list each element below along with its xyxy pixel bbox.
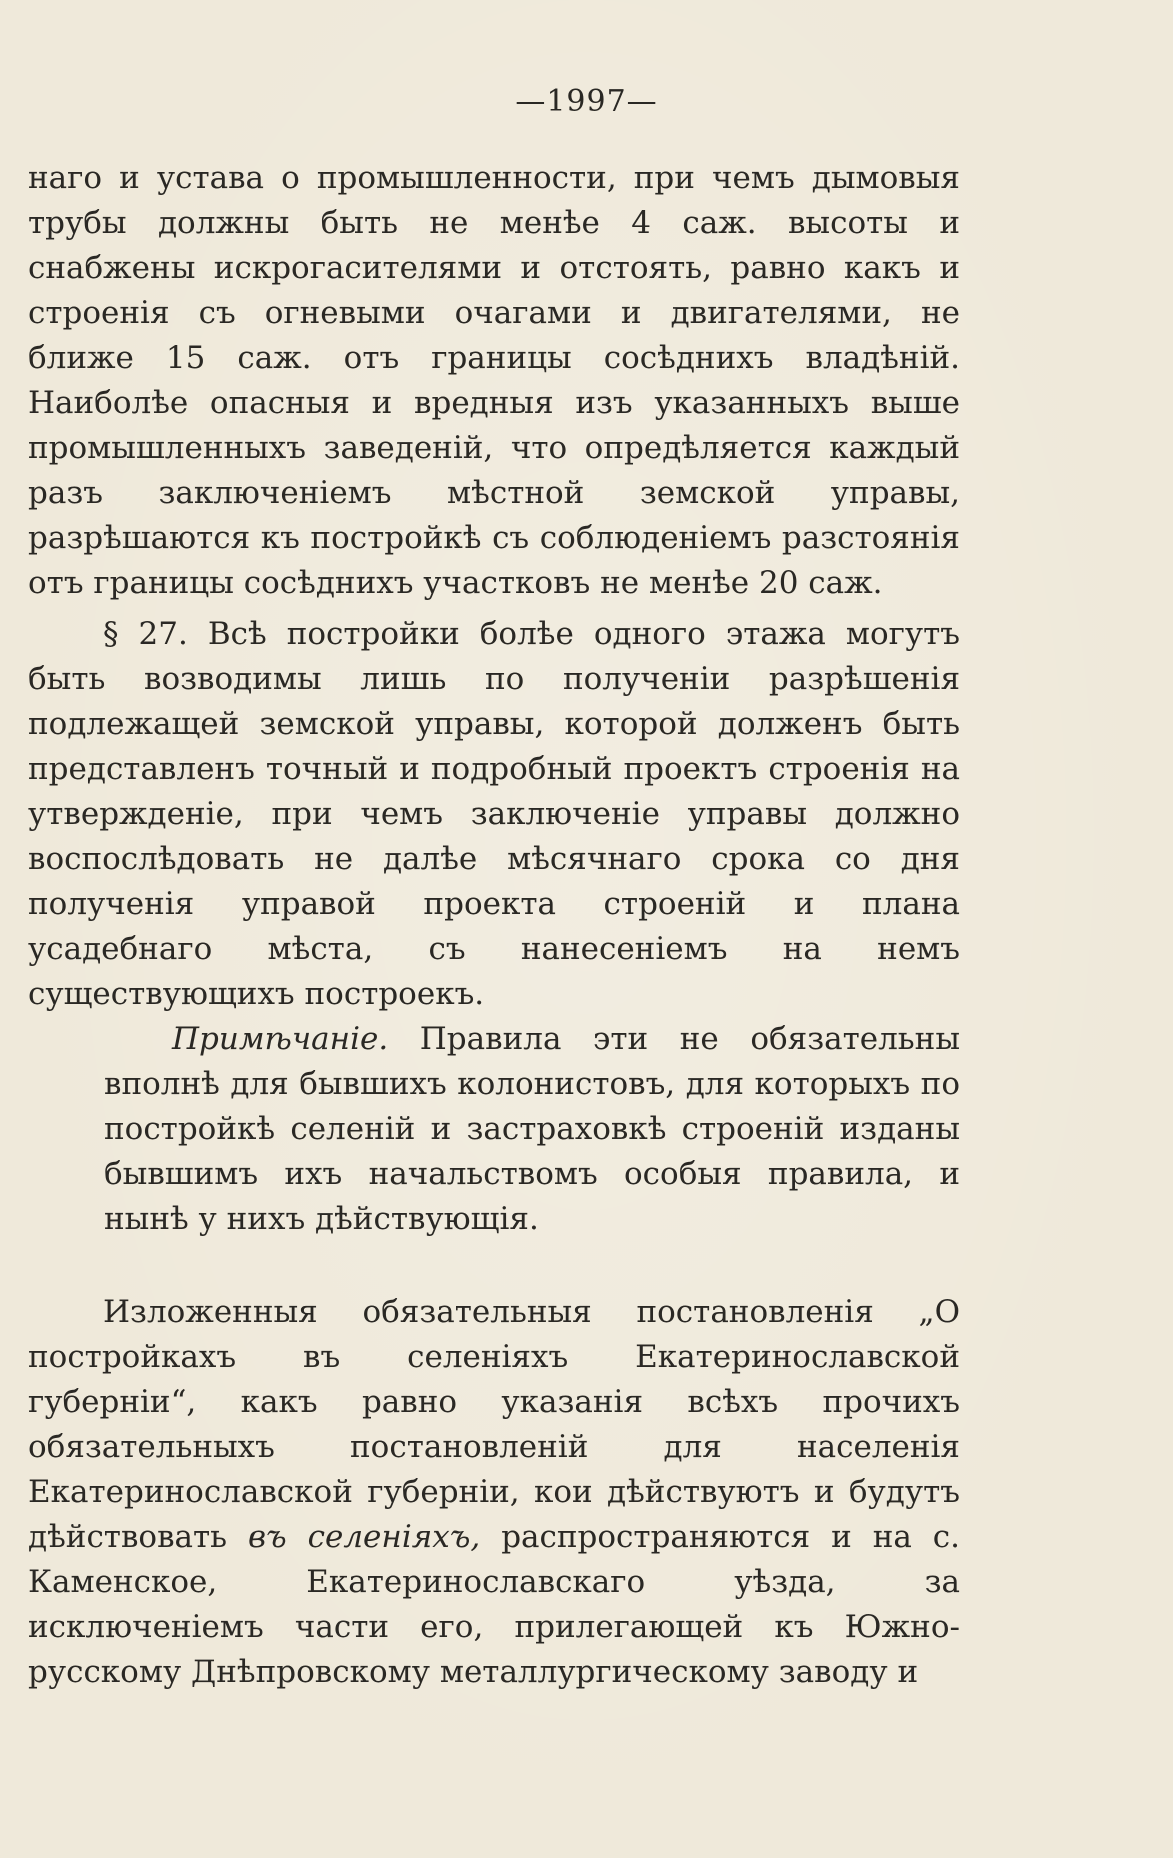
applicability-emphasis: въ селеніяхъ, [247, 1519, 481, 1555]
page-number: —1997— [515, 84, 658, 119]
paragraph-applicability [28, 1290, 960, 1695]
note-text: Правила эти не обязательны вполнѣ для бывшихъ колонистовъ, для которыхъ по постройкѣ селеній и застраховкѣ строеній изданы бывшимъ ихъ начальствомъ особыя правила, и нынѣ у нихъ дѣйствующія. [104, 1021, 960, 1237]
paragraph-section-27: § 27. Всѣ постройки болѣе одного этажа могутъ быть возводимы лишь по полученіи разрѣшенія подлежащей земской управы, которой долженъ быть представленъ точный и подробный проектъ строенія на утвержденіе, при чемъ заключеніе управы должно воспослѣдовать не далѣе мѣсячнаго срока со дня полученія управой проекта строеній и плана усадебнаго мѣста, съ нанесеніемъ на немъ существующихъ построекъ. [28, 616, 960, 1012]
paragraph-industry-rules: наго и устава о промышленности, при чемъ дымовыя трубы должны быть не менѣе 4 саж. высоты и снабжены искрогасителями и отстоять, равно какъ и строенія съ огневыми очагами и двигателями, не ближе 15 саж. отъ границы сосѣднихъ владѣній. Наиболѣе опасныя и вредныя изъ указанныхъ выше промышленныхъ заведеній, что опредѣляется каждый разъ заключеніемъ мѣстной земской управы, разрѣшаются къ постройкѣ съ соблюденіемъ разстоянія отъ границы сосѣднихъ участковъ не менѣе 20 саж. [28, 160, 960, 601]
note-paragraph [104, 1017, 960, 1242]
applicability-text-start: Изложенныя обязательныя постановленія „О постройкахъ въ селеніяхъ Екатеринославской губерніи“, какъ равно указанія всѣхъ прочихъ обязательныхъ постановленій для населенія Екатеринославской губерніи, кои дѣйствуютъ и будутъ дѣйствовать [28, 1294, 960, 1555]
applicability-text-end: распространяются и на с. Каменское, Екатеринославскаго уѣзда, за исключеніемъ части его, прилегающей къ Южно-русскому Днѣпровскому металлургическому заводу и [28, 1519, 960, 1690]
note-title: Примѣчаніе. [172, 1021, 389, 1057]
